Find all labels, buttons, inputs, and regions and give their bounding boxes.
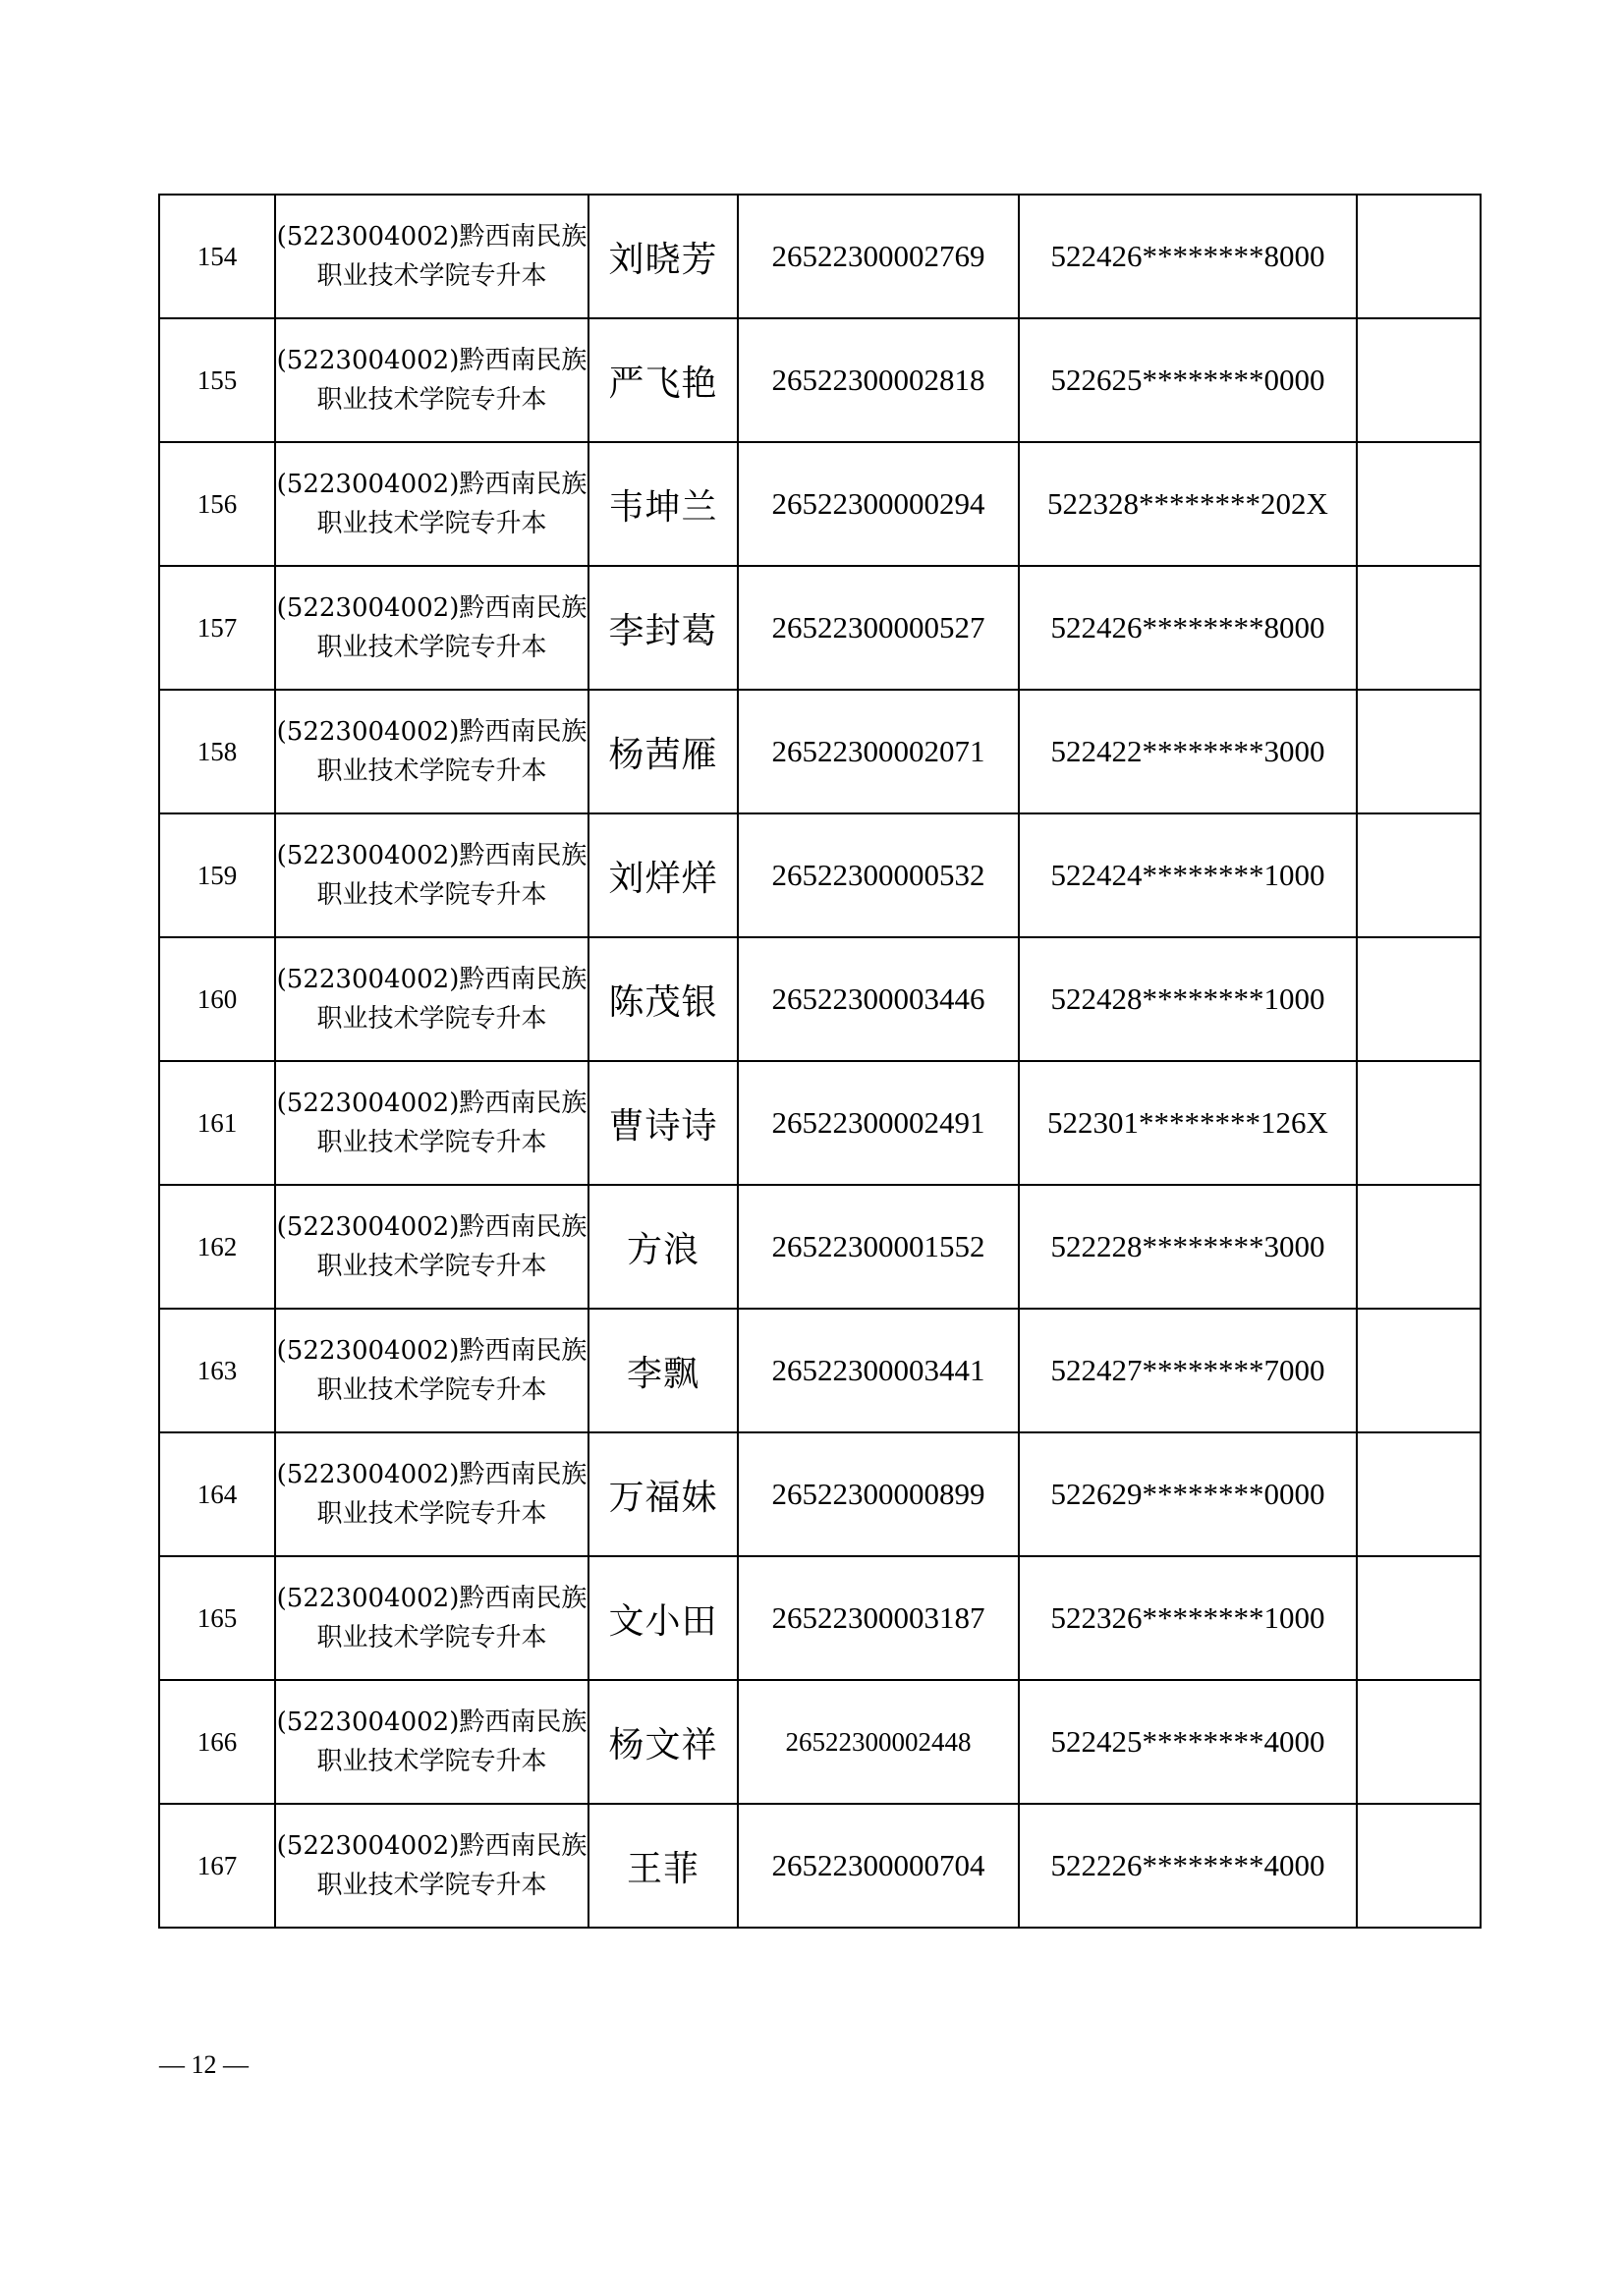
id-number-cell: 522629********0000 — [1019, 1432, 1357, 1556]
row-number-cell: 158 — [159, 690, 275, 813]
school-major-name: 职业技术学院专升本 — [316, 1871, 547, 1900]
student-name-cell: 刘晓芳 — [588, 195, 738, 318]
school-code-name: (5223004002)黔西南民族 — [276, 1584, 588, 1613]
table-row — [159, 318, 1481, 442]
school-major-name: 职业技术学院专升本 — [316, 1004, 547, 1034]
school-code-name: (5223004002)黔西南民族 — [276, 1089, 588, 1118]
remark-cell — [1357, 1432, 1481, 1556]
student-name-cell: 文小田 — [588, 1556, 738, 1680]
table-row — [159, 442, 1481, 566]
remark-cell — [1357, 1309, 1481, 1432]
exam-number-cell: 26522300003187 — [738, 1556, 1019, 1680]
school-major-name: 职业技术学院专升本 — [316, 509, 547, 538]
exam-number-cell: 26522300000294 — [738, 442, 1019, 566]
exam-number-cell: 26522300003446 — [738, 937, 1019, 1061]
remark-cell — [1357, 1185, 1481, 1309]
table-row — [159, 1556, 1481, 1680]
student-name-cell: 韦坤兰 — [588, 442, 738, 566]
school-major-cell — [275, 195, 588, 318]
id-number-cell: 522427********7000 — [1019, 1309, 1357, 1432]
row-number-cell: 156 — [159, 442, 275, 566]
student-name-cell: 李飘 — [588, 1309, 738, 1432]
school-code-name: (5223004002)黔西南民族 — [276, 1460, 588, 1489]
school-major-cell — [275, 1556, 588, 1680]
school-major-name: 职业技术学院专升本 — [316, 1128, 547, 1157]
row-number-cell: 154 — [159, 195, 275, 318]
id-number-cell: 522228********3000 — [1019, 1185, 1357, 1309]
school-code-name: (5223004002)黔西南民族 — [276, 965, 588, 994]
remark-cell — [1357, 813, 1481, 937]
table-row — [159, 1432, 1481, 1556]
school-major-cell — [275, 442, 588, 566]
id-number-cell: 522422********3000 — [1019, 690, 1357, 813]
remark-cell — [1357, 318, 1481, 442]
roster-table-body — [159, 195, 1481, 1928]
student-name-cell: 万福妹 — [588, 1432, 738, 1556]
school-major-name: 职业技术学院专升本 — [316, 1252, 547, 1281]
row-number-cell: 161 — [159, 1061, 275, 1185]
school-major-cell — [275, 690, 588, 813]
school-major-name: 职业技术学院专升本 — [316, 1747, 547, 1776]
id-number-cell: 522426********8000 — [1019, 566, 1357, 690]
exam-number-cell: 26522300000899 — [738, 1432, 1019, 1556]
school-code-name: (5223004002)黔西南民族 — [276, 717, 588, 747]
school-major-cell — [275, 1309, 588, 1432]
exam-number-cell: 26522300002071 — [738, 690, 1019, 813]
student-name-cell: 陈茂银 — [588, 937, 738, 1061]
exam-number-cell: 26522300002491 — [738, 1061, 1019, 1185]
table-row — [159, 566, 1481, 690]
row-number-cell: 165 — [159, 1556, 275, 1680]
admission-roster-table — [158, 194, 1482, 1929]
student-name-cell: 曹诗诗 — [588, 1061, 738, 1185]
school-major-name: 职业技术学院专升本 — [316, 1499, 547, 1529]
remark-cell — [1357, 1061, 1481, 1185]
row-number-cell: 157 — [159, 566, 275, 690]
row-number-cell: 160 — [159, 937, 275, 1061]
table-row — [159, 195, 1481, 318]
id-number-cell: 522428********1000 — [1019, 937, 1357, 1061]
school-major-name: 职业技术学院专升本 — [316, 385, 547, 415]
school-major-cell — [275, 566, 588, 690]
exam-number-cell: 26522300000704 — [738, 1804, 1019, 1928]
remark-cell — [1357, 690, 1481, 813]
remark-cell — [1357, 442, 1481, 566]
table-row — [159, 690, 1481, 813]
school-major-name: 职业技术学院专升本 — [316, 1623, 547, 1652]
school-major-cell — [275, 1804, 588, 1928]
remark-cell — [1357, 566, 1481, 690]
exam-number-cell: 26522300002448 — [738, 1680, 1019, 1804]
school-code-name: (5223004002)黔西南民族 — [276, 593, 588, 623]
student-name-cell: 王菲 — [588, 1804, 738, 1928]
table-row — [159, 937, 1481, 1061]
school-major-cell — [275, 1680, 588, 1804]
school-major-name: 职业技术学院专升本 — [316, 1375, 547, 1405]
school-major-cell — [275, 1061, 588, 1185]
remark-cell — [1357, 1804, 1481, 1928]
table-row — [159, 1185, 1481, 1309]
school-code-name: (5223004002)黔西南民族 — [276, 1212, 588, 1242]
row-number-cell: 159 — [159, 813, 275, 937]
exam-number-cell: 26522300003441 — [738, 1309, 1019, 1432]
school-major-name: 职业技术学院专升本 — [316, 756, 547, 786]
school-major-name: 职业技术学院专升本 — [316, 880, 547, 910]
school-major-name: 职业技术学院专升本 — [316, 633, 547, 662]
school-code-name: (5223004002)黔西南民族 — [276, 1708, 588, 1737]
exam-number-cell: 26522300002818 — [738, 318, 1019, 442]
school-code-name: (5223004002)黔西南民族 — [276, 1336, 588, 1366]
table-row — [159, 1804, 1481, 1928]
student-name-cell: 杨茜雁 — [588, 690, 738, 813]
school-major-name: 职业技术学院专升本 — [316, 261, 547, 291]
school-code-name: (5223004002)黔西南民族 — [276, 1831, 588, 1861]
page-number: — 12 — — [159, 2050, 249, 2079]
row-number-cell: 167 — [159, 1804, 275, 1928]
id-number-cell: 522226********4000 — [1019, 1804, 1357, 1928]
table-row — [159, 1309, 1481, 1432]
remark-cell — [1357, 937, 1481, 1061]
school-major-cell — [275, 1432, 588, 1556]
id-number-cell: 522625********0000 — [1019, 318, 1357, 442]
id-number-cell: 522424********1000 — [1019, 813, 1357, 937]
remark-cell — [1357, 1556, 1481, 1680]
row-number-cell: 163 — [159, 1309, 275, 1432]
student-name-cell: 杨文祥 — [588, 1680, 738, 1804]
school-major-cell — [275, 813, 588, 937]
student-name-cell: 李封葛 — [588, 566, 738, 690]
student-name-cell: 严飞艳 — [588, 318, 738, 442]
row-number-cell: 166 — [159, 1680, 275, 1804]
school-code-name: (5223004002)黔西南民族 — [276, 841, 588, 870]
remark-cell — [1357, 1680, 1481, 1804]
school-major-cell — [275, 1185, 588, 1309]
table-row — [159, 1680, 1481, 1804]
id-number-cell: 522301********126X — [1019, 1061, 1357, 1185]
row-number-cell: 155 — [159, 318, 275, 442]
school-code-name: (5223004002)黔西南民族 — [276, 222, 588, 252]
row-number-cell: 162 — [159, 1185, 275, 1309]
exam-number-cell: 26522300002769 — [738, 195, 1019, 318]
school-major-cell — [275, 937, 588, 1061]
remark-cell — [1357, 195, 1481, 318]
student-name-cell: 方浪 — [588, 1185, 738, 1309]
school-major-cell — [275, 318, 588, 442]
student-name-cell: 刘烊烊 — [588, 813, 738, 937]
exam-number-cell: 26522300000532 — [738, 813, 1019, 937]
table-row — [159, 813, 1481, 937]
exam-number-cell: 26522300001552 — [738, 1185, 1019, 1309]
exam-number-cell: 26522300000527 — [738, 566, 1019, 690]
school-code-name: (5223004002)黔西南民族 — [276, 470, 588, 499]
id-number-cell: 522425********4000 — [1019, 1680, 1357, 1804]
id-number-cell: 522326********1000 — [1019, 1556, 1357, 1680]
id-number-cell: 522328********202X — [1019, 442, 1357, 566]
school-code-name: (5223004002)黔西南民族 — [276, 346, 588, 375]
id-number-cell: 522426********8000 — [1019, 195, 1357, 318]
row-number-cell: 164 — [159, 1432, 275, 1556]
table-row — [159, 1061, 1481, 1185]
